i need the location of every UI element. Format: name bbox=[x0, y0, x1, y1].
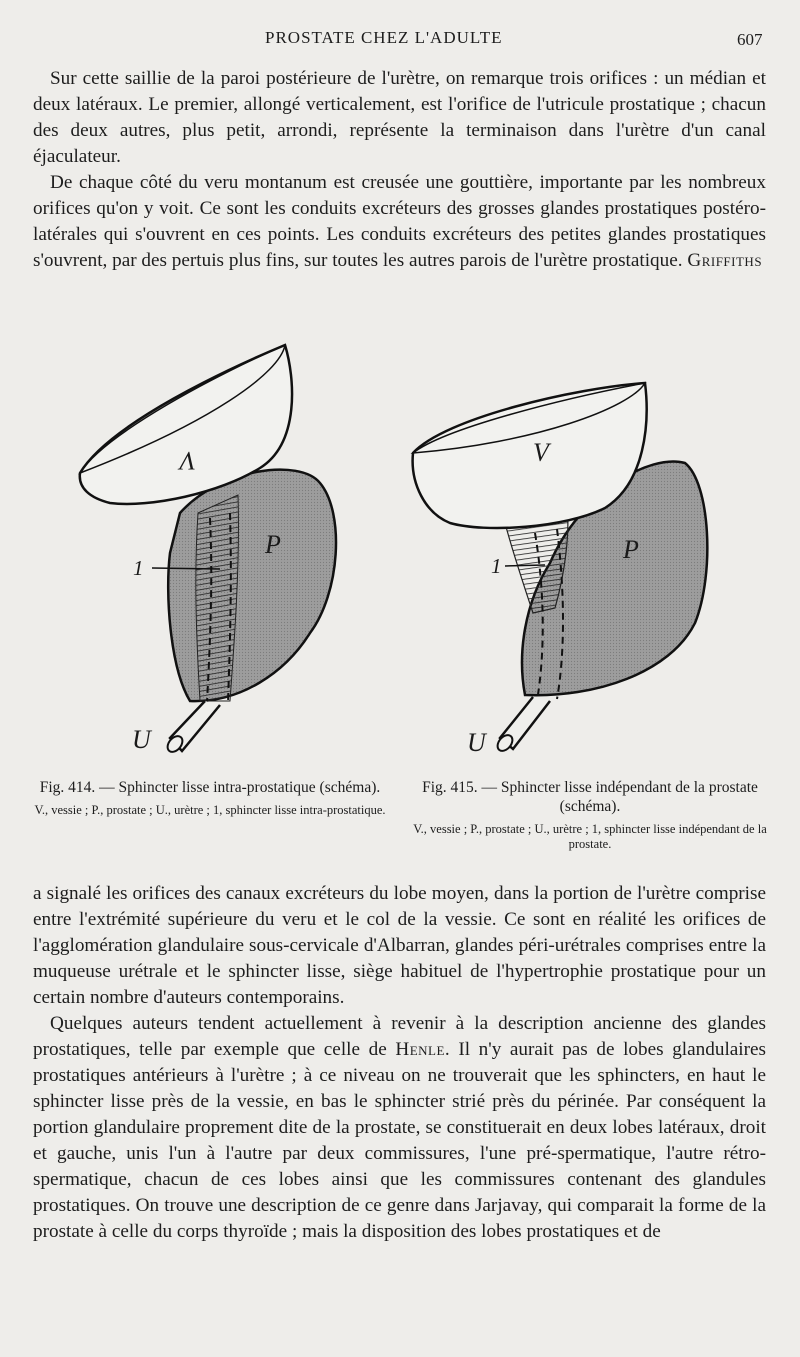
running-title: PROSTATE CHEZ L'ADULTE bbox=[265, 28, 503, 47]
label-sphincter: 1 bbox=[133, 556, 144, 580]
paragraph-description-ancienne bbox=[33, 1011, 766, 1245]
paragraph-gouttiere-text: De chaque côté du veru montanum est creusée une gouttière, importante par les nombreux orifices qu'on y voit. Ce sont les conduits excréteurs des grosses glandes prostatiques postéro-latérales qui s'ouvrent en ces points. Les conduits excréteurs des petites glandes prostatiques s'ouvrent, par des pertuis plus fins, sur toutes les autres parois de l'urètre prostatique. bbox=[33, 172, 766, 271]
bottom-text-block bbox=[33, 881, 766, 1245]
label-prostate: P bbox=[623, 535, 639, 564]
sphincter-band bbox=[196, 495, 239, 701]
caption-415-title: Fig. 415. — Sphincter lisse indépendant de la prostate (schéma). bbox=[422, 779, 758, 815]
caption-414 bbox=[30, 778, 390, 818]
paragraph-description-ancienne-start: Quelques auteurs tendent actuellement à revenir à la description ancienne des glandes prostatiques, telle par exemple que celle de bbox=[33, 1013, 766, 1060]
caption-415 bbox=[410, 778, 770, 852]
label-urethre: U bbox=[467, 728, 486, 757]
top-text-block bbox=[33, 66, 766, 274]
prostate-shape bbox=[168, 470, 336, 701]
caption-414-legend: V., vessie ; P., prostate ; U., urètre ; 1, sphincter lisse intra-prostatique. bbox=[34, 803, 386, 817]
figure-415 bbox=[405, 333, 735, 773]
running-head bbox=[0, 26, 800, 54]
paragraph-lobe-moyen: a signalé les orifices des canaux excréteurs du lobe moyen, dans la portion de l'urètre comprise entre l'extrémité supérieure du veru et le col de la vessie. Ce sont en réalité les orifices de l'agglomération glandulaire sous-cervicale d'Albarran, glandes péri-urétrales comprises entre la muqueuse urétrale et le sphincter lisse, siège habituel de l'hypertrophie prostatique pour un certain nombre d'auteurs contemporains. bbox=[33, 883, 766, 1008]
figure-414 bbox=[70, 333, 370, 773]
caption-415-legend: V., vessie ; P., prostate ; U., urètre ; 1, sphincter lisse indépendant de la prostate. bbox=[413, 822, 767, 851]
paragraph-orifices: Sur cette saillie de la paroi postérieure de l'urètre, on remarque trois orifices : un médian et deux latéraux. Le premier, allongé verticalement, est l'orifice de l'utricule prostatique ; chacun des deux autres, plus petit, arrondi, représente la terminaison dans l'urètre d'un canal éjaculateur. bbox=[33, 68, 766, 167]
figure-415-drawing bbox=[405, 333, 735, 773]
label-urethre: U bbox=[132, 725, 151, 754]
page-number: 607 bbox=[737, 30, 763, 49]
label-prostate: P bbox=[265, 530, 281, 559]
author-henle: Henle bbox=[395, 1039, 445, 1060]
label-sphincter: 1 bbox=[491, 554, 502, 578]
figure-414-drawing bbox=[70, 333, 370, 773]
label-vessie: V bbox=[533, 438, 549, 467]
paragraph-description-ancienne-end: . Il n'y aurait pas de lobes glandulaires prostatiques antérieurs à l'urètre ; à ce niveau on ne trouverait que les sphincters, en haut le sphincter lisse près de la vessie, en bas le sphincter strié près du périnée. Par conséquent la portion glandulaire proprement dite de la prostate, se constituerait en deux lobes latéraux, droit et gauche, unis l'un à l'autre par deux commissures, l'une pré-spermatique, l'autre rétro-spermatique, chacun de ces lobes ainsi que les commissures contenant des glandules prostatiques. On trouve une description de ce genre dans Jarjavay, qui comparait la forme de la prostate à celle du corps thyroïde ; mais la disposition des lobes prostatiques et de bbox=[33, 1039, 766, 1242]
caption-414-title: Fig. 414. — Sphincter lisse intra-prostatique (schéma). bbox=[39, 779, 381, 796]
label-vessie: V bbox=[180, 446, 196, 475]
author-griffiths: Griffiths bbox=[687, 250, 763, 271]
paragraph-gouttiere bbox=[33, 170, 766, 274]
